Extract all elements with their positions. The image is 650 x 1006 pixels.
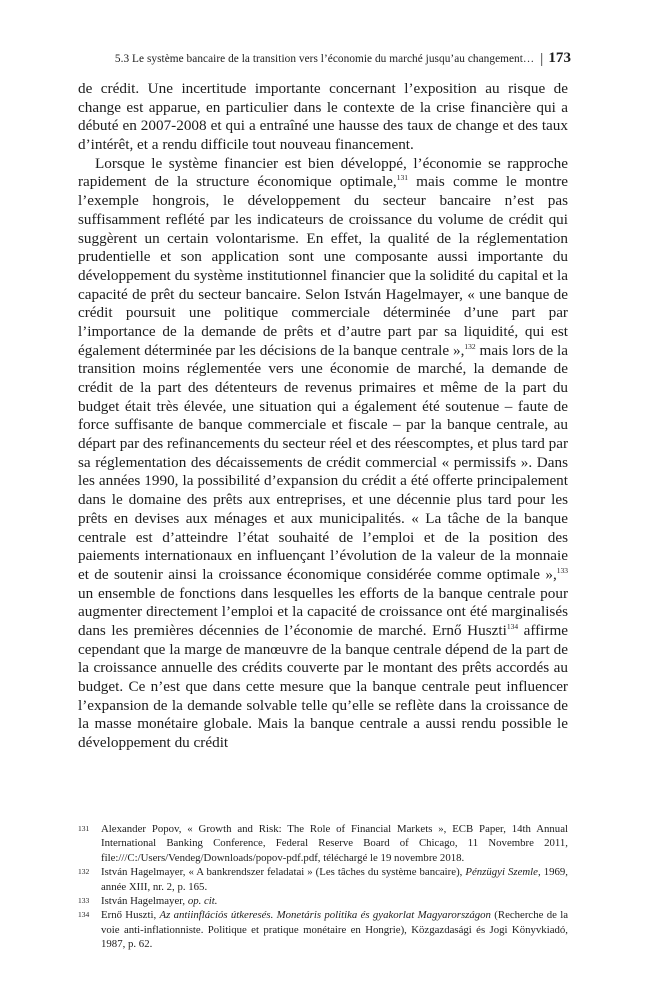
footnote-number: 134 [78, 910, 90, 920]
paragraph-1: de crédit. Une incertitude importante concernant l’exposition au risque de change est apparue, en particulier dans le contexte de la crise financière qui a débuté en 2007-2008 et qui a entraîné une hausse des taux de change et des taux d’intérêt, et a rendu difficile tout nouveau financement. [78, 80, 568, 154]
footnote-number: 131 [78, 824, 90, 833]
header-separator: | [540, 51, 544, 67]
footnote-text: Alexander Popov, « Growth and Risk: The Role of Financial Markets », ECB Paper, 14th Annual International Banking Conference, Federal Reserve Board of Chicago, 11 Novembre 2011, file:///C:/Users/Vendeg/Downloads/popov-pdf.pdf, téléchargé le 19 novembre 2018. [101, 823, 568, 864]
footnote-text: , 1969, année XIII, nr. 2, p. 165. [101, 866, 568, 893]
running-header [60, 50, 571, 68]
footnotes [78, 822, 568, 952]
footnote-ref-132[interactable]: 132 [464, 341, 476, 351]
footnote-134 [78, 908, 568, 951]
body-text [78, 80, 568, 753]
footnote-text: István Hagelmayer, « A bankrendszer feladatai » (Les tâches du système bancaire), [101, 866, 466, 879]
footnote-number: 133 [78, 896, 90, 906]
footnote-journal-title: Pénzügyi Szemle [465, 866, 538, 879]
text-segment: un ensemble de fonctions dans lesquelles les efforts de la banque centrale pour augmenter directement l’emploi et la capacité de croissance ont été marginalisés dans les premières décennies de l’économie de marché. Ernő Huszti [78, 584, 568, 639]
text-segment: Lorsque le système financier est bien développé, l’économie se rapproche rapidement de la structure économique optimale, [78, 154, 568, 191]
page-number: 173 [548, 50, 571, 66]
footnote-ref-134[interactable]: 134 [506, 621, 519, 631]
text-segment: mais comme le montre l’exemple hongrois, le développement du secteur bancaire n’est pas suffisamment reflété par les indicateurs de croissance du volume de crédit qui suggèrent un certain volontarisme. En effet, la qualité de la réglementation prudentielle et son application sont une composante aussi importante du développement du système institutionnel financier que la solidité du capital et la capacité de prêt du secteur bancaire. Selon István Hagelmayer, « une banque de crédit poursuit une politique commerciale déterminée d’une part par l’importance de la demande de prêts et d’autre part par sa liquidité, qui est également déterminée par les décisions de la banque centrale », [78, 173, 569, 359]
footnote-op-cit: op. cit. [187, 895, 218, 908]
footnote-133 [78, 894, 568, 908]
footnote-text: Ernő Huszti, [101, 909, 160, 922]
text-segment: mais lors de la transition moins réglementée vers une économie de marché, la demande de crédit de la part des détenteurs de revenus primaires et même de la part du budget était très élevée, une situation qui a également été soutenue – faute de force suffisante de banque commerciale et fiscale – par la banque centrale, au départ par des refinancements du secteur réel et des réescomptes, et plus tard par sa réglementation des décaissements de crédit commercial « permissifs ». Dans les années 1990, la possibilité d’expansion du crédit a été offerte principalement dans le domaine des prêts aux entreprises, et une décennie plus tard pour les prêts en devises aux ménages et aux municipalités. « La tâche de la banque centrale est d’atteindre l’état souhaité de l’emploi et de la position des paiements internationaux en influençant l’évolution de la valeur de la monnaie et de soutenir ainsi la croissance économique considérée comme optimale », [78, 341, 569, 583]
footnote-book-title: Az antiinflációs útkeresés. Monetáris politika és gyakorlat Magyarországon [159, 909, 491, 922]
footnote-number: 132 [78, 867, 90, 877]
section-title: 5.3 Le système bancaire de la transition vers l’économie du marché jusqu’au changement… [114, 53, 535, 65]
paragraph-2 [78, 155, 568, 753]
text-segment: affirme cependant que la marge de manœuvre de la banque centrale dépend de la part de la croissance annuelle des crédits couverte par le montant des prêts accordés au budget. Ce n’est que dans cette mesure que la banque centrale peut influencer l’expansion de la demande solvable telle qu’elle se reflète dans la croissance de la masse monétaire globale. Mais la banque centrale a aussi rendu possible le développement du crédit [78, 621, 568, 752]
footnote-ref-133[interactable]: 133 [556, 565, 568, 575]
footnote-text: István Hagelmayer, [101, 895, 188, 908]
footnote-text: (Recherche de la voie anti-inflationniste. Politique et pratique monétaire en Hongrie), Közgazdasági és Jogi Könyvkiadó, 1987, p. 62. [101, 909, 568, 951]
footnote-ref-131[interactable]: 131 [396, 173, 408, 183]
footnote-132 [78, 865, 568, 894]
footnote-131 [78, 822, 568, 865]
